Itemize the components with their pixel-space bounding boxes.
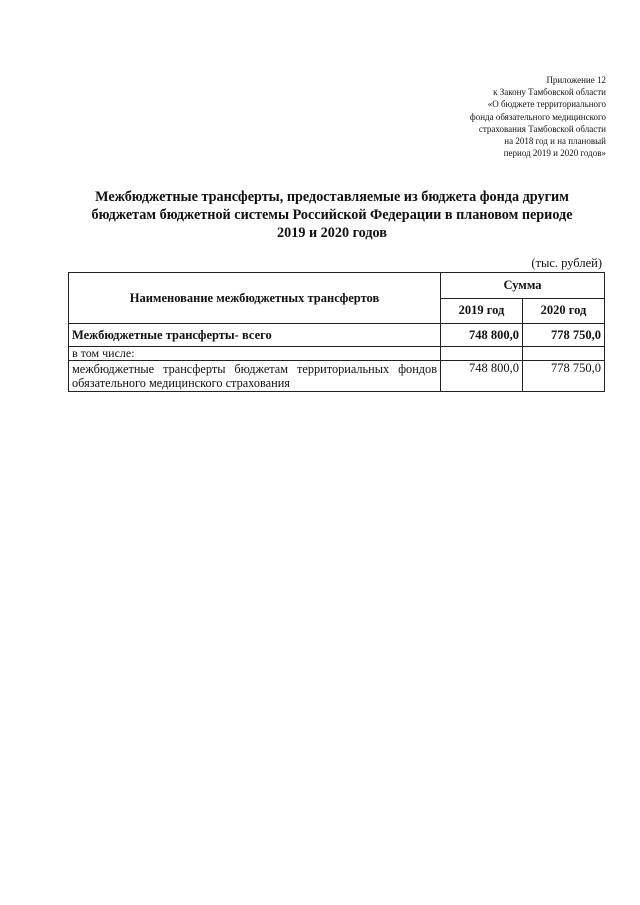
appendix-line: фонда обязательного медицинского <box>469 111 606 122</box>
row-value-2019: 748 800,0 <box>441 324 523 347</box>
table-header-row <box>69 273 605 299</box>
title-line: Межбюджетные трансферты, предоставляемые из бюджета фонда другим <box>95 189 569 205</box>
appendix-line: период 2019 и 2020 годов» <box>503 148 606 159</box>
transfers-table <box>68 272 605 392</box>
units-label: (тыс. рублей) <box>531 256 602 270</box>
row-value-2020: 778 750,0 <box>523 361 605 392</box>
appendix-line: Приложение 12 <box>546 75 606 85</box>
header-year-2019: 2019 год <box>441 298 523 324</box>
appendix-line: страхования Тамбовской области <box>478 123 606 134</box>
row-value-2019 <box>441 347 523 361</box>
appendix-line: «О бюджете территориального <box>487 99 606 110</box>
title-line: 2019 и 2020 годов <box>277 225 387 241</box>
table-row-item <box>69 361 605 392</box>
appendix-line: на 2018 год и на плановый <box>504 136 606 147</box>
row-value-2020: 778 750,0 <box>523 324 605 347</box>
appendix-line: к Закону Тамбовской области <box>493 87 606 98</box>
header-year-2020: 2020 год <box>523 298 605 324</box>
row-name: межбюджетные трансферты бюджетам территориальных фондов обязательного медицинского страхования <box>69 361 441 392</box>
document-title <box>62 188 602 242</box>
table-row-total <box>69 324 605 347</box>
row-value-2019: 748 800,0 <box>441 361 523 392</box>
appendix-reference <box>386 74 606 159</box>
row-name: в том числе: <box>69 347 441 361</box>
header-sum-cell: Сумма <box>441 273 605 299</box>
table-row-subheading <box>69 347 605 361</box>
row-value-2020 <box>523 347 605 361</box>
header-name-cell: Наименование межбюджетных трансфертов <box>69 273 441 324</box>
row-name: Межбюджетные трансферты- всего <box>69 324 441 347</box>
title-line: бюджетам бюджетной системы Российской Федерации в плановом периоде <box>91 207 573 223</box>
